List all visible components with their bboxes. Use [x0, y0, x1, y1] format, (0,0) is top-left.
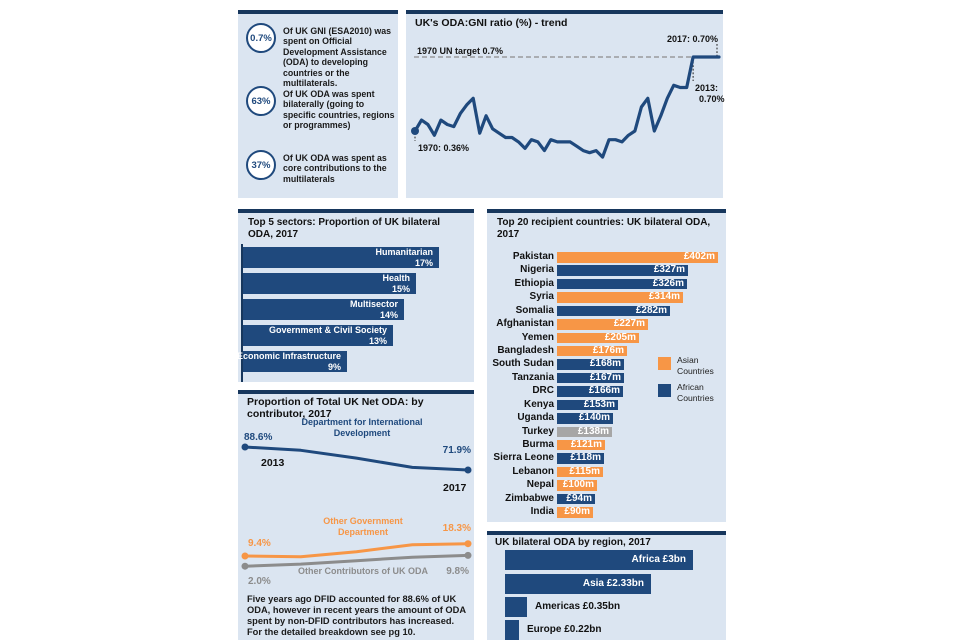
sector-name: Humanitarian [375, 247, 433, 258]
recipient-bar-yemen: £205m [557, 333, 639, 344]
contributors-chart-title: Proportion of Total UK Net ODA: by contributor, 2017 [247, 396, 424, 420]
recipient-bar-pakistan: £402m [557, 252, 718, 263]
recipient-name: Kenya [523, 398, 554, 410]
recipient-row-yemen [487, 333, 726, 344]
recipient-bar-ethiopia: £326m [557, 279, 687, 290]
recipient-name: Sierra Leone [493, 452, 554, 464]
recipient-name: South Sudan [492, 358, 554, 370]
recipient-bar-nepal: £100m [557, 480, 597, 491]
recipient-row-burma [487, 440, 726, 451]
recipient-name: Nigeria [520, 264, 554, 276]
recipient-name: Afghanistan [496, 318, 554, 330]
regions-chart-title: UK bilateral ODA by region, 2017 [495, 537, 651, 548]
recipient-name: Yemen [521, 331, 554, 343]
region-label-europe: Europe £0.22bn [527, 624, 602, 635]
contributors-panel [238, 390, 474, 640]
region-bar-europe [505, 620, 519, 640]
recipient-row-nepal [487, 480, 726, 491]
recipient-name: Pakistan [512, 251, 554, 262]
top-sectors-panel [238, 209, 474, 382]
sector-name: Health [382, 273, 410, 284]
recipient-row-zimbabwe [487, 494, 726, 505]
recipient-bar-afghanistan: £227m [557, 319, 648, 330]
recipient-bar-uganda: £140m [557, 413, 613, 424]
annotation-2013-year: 2013: [695, 83, 719, 93]
legend-asian-swatch [658, 357, 671, 370]
recipient-row-pakistan [487, 252, 726, 263]
other-end-value: 9.8% [446, 566, 469, 577]
legend-african-swatch [658, 384, 671, 397]
recipient-bar-kenya: £153m [557, 400, 618, 411]
sector-name: Economic Infrastructure [236, 351, 341, 362]
region-bar-americas [505, 597, 527, 617]
recipient-bar-syria: £314m [557, 292, 683, 303]
stat-text: Of UK ODA was spent bilaterally (going to specific countries, regions or programmes) [283, 89, 395, 131]
trend-start-point [411, 127, 419, 135]
ogd-start-value: 9.4% [248, 538, 271, 549]
region-label-americas: Americas £0.35bn [535, 601, 621, 612]
sector-bar-government-civil-society [243, 325, 393, 346]
sector-bar-multisector [243, 299, 404, 320]
start-point-other-government-department [242, 553, 249, 560]
recipient-name: Ethiopia [514, 277, 554, 289]
stat-row-multilateral [246, 150, 395, 184]
sector-name: Government & Civil Society [268, 325, 387, 336]
contributors-footnote: Five years ago DFID accounted for 88.6% of UK ODA, however in recent years the amount of ODA spent by non-DFID contributors has increased. For the detailed breakdown see pg 10. [247, 594, 466, 637]
recipient-name: Uganda [517, 412, 554, 423]
recipient-row-lebanon [487, 467, 726, 478]
recipient-name: Lebanon [512, 465, 554, 477]
sector-pct: 14% [379, 309, 398, 320]
sector-bar-health [243, 273, 416, 294]
sector-pct: 13% [368, 335, 387, 346]
recipient-row-sierra-leone [487, 453, 726, 464]
recipient-bar-burma: £121m [557, 440, 605, 451]
sector-pct: 15% [391, 283, 410, 294]
recipient-name: Turkey [521, 425, 554, 437]
recipient-row-afghanistan [487, 319, 726, 330]
recipient-bar-nigeria: £327m [557, 265, 688, 276]
sector-pct: 9% [327, 361, 341, 372]
recipient-bar-somalia: £282m [557, 306, 670, 317]
stat-text: Of UK GNI (ESA2010) was spent on Official Development Assistance (ODA) to developing countries or the multilaterals. [283, 26, 392, 89]
sector-bar-humanitarian [243, 247, 439, 268]
sector-bar-economic-infrastructure [236, 351, 347, 372]
dfid-end-value: 71.9% [442, 445, 471, 456]
stat-circle-bilateral [246, 86, 276, 116]
recipient-name: Somalia [515, 304, 554, 316]
series-label-dfid: Department for International Development [301, 417, 423, 438]
dfid-start-value: 88.6% [244, 432, 273, 443]
x-axis-label-2013: 2013 [261, 457, 285, 469]
region-bar-asia: Asia £2.33bn [505, 574, 651, 594]
trend-chart-title: UK's ODA:GNI ratio (%) - trend [415, 17, 568, 29]
stat-circle-multilateral [246, 150, 276, 180]
recipient-name: Burma [522, 438, 554, 450]
x-axis-label-2017: 2017 [443, 482, 467, 494]
legend-african-label: African Countries [677, 382, 714, 403]
un-target-label: 1970 UN target 0.7% [417, 46, 504, 56]
stat-value: 0.7% [250, 32, 272, 44]
recipient-row-uganda [487, 413, 726, 424]
recipient-name: Nepal [526, 479, 554, 491]
start-point-department-for-international-development [242, 444, 249, 451]
sectors-chart-title: Top 5 sectors: Proportion of UK bilateral ODA, 2017 [248, 217, 441, 240]
regions-panel [487, 531, 726, 640]
recipient-row-ethiopia [487, 279, 726, 290]
recipient-name: India [530, 506, 554, 517]
recipient-row-turkey [487, 427, 726, 438]
stat-value: 63% [251, 95, 271, 107]
recipient-name: Syria [529, 291, 554, 303]
recipient-bar-sierra-leone: £118m [557, 453, 604, 464]
recipient-name: Tanzania [511, 371, 554, 383]
recipient-bar-drc: £166m [557, 386, 623, 397]
recipient-name: Bangladesh [497, 344, 554, 356]
key-stats-panel [238, 10, 398, 198]
start-point-other-contributors-of-uk-oda [242, 563, 249, 570]
legend-asian-label: Asian Countries [677, 355, 714, 376]
recipient-row-nigeria [487, 265, 726, 276]
recipient-bar-lebanon: £115m [557, 467, 603, 478]
stat-row-bilateral [246, 86, 395, 131]
sector-pct: 17% [414, 257, 433, 268]
end-point-other-contributors-of-uk-oda [465, 552, 472, 559]
series-label-other: Other Contributors of UK ODA [298, 566, 428, 576]
stat-circle-gni [246, 23, 276, 53]
stat-row-gni [246, 23, 395, 88]
recipient-bar-bangladesh: £176m [557, 346, 627, 357]
recipients-chart-title: Top 20 recipient countries: UK bilateral ODA, 2017 [497, 217, 711, 240]
recipient-row-india [487, 507, 726, 518]
recipient-bar-tanzania: £167m [557, 373, 624, 384]
top-recipients-panel [487, 209, 726, 522]
recipient-row-syria [487, 292, 726, 303]
region-bar-africa: Africa £3bn [505, 550, 693, 570]
sector-name: Multisector [349, 299, 398, 310]
recipient-name: Zimbabwe [505, 492, 554, 504]
stat-value: 37% [251, 159, 271, 171]
annotation-2017: 2017: 0.70% [666, 34, 718, 44]
series-label-ogd: Other Government Department [323, 516, 403, 537]
ogd-end-value: 18.3% [442, 523, 471, 534]
other-start-value: 2.0% [248, 576, 271, 587]
stat-text: Of UK ODA was spent as core contributions to the multilaterals [283, 153, 387, 184]
recipient-bar-zimbabwe: £94m [557, 494, 595, 505]
end-point-other-government-department [465, 540, 472, 547]
recipient-name: DRC [532, 385, 554, 397]
oda-gni-trend-panel [406, 10, 723, 198]
recipient-row-somalia [487, 306, 726, 317]
line-other-government-department [245, 544, 468, 557]
annotation-1970: 1970: 0.36% [418, 143, 470, 153]
recipient-bar-south-sudan: £168m [557, 359, 624, 370]
recipient-bar-india: £90m [557, 507, 593, 518]
end-point-department-for-international-development [465, 467, 472, 474]
recipient-bar-turkey: £138m [557, 427, 612, 438]
annotation-2013-value: 0.70% [699, 94, 725, 104]
